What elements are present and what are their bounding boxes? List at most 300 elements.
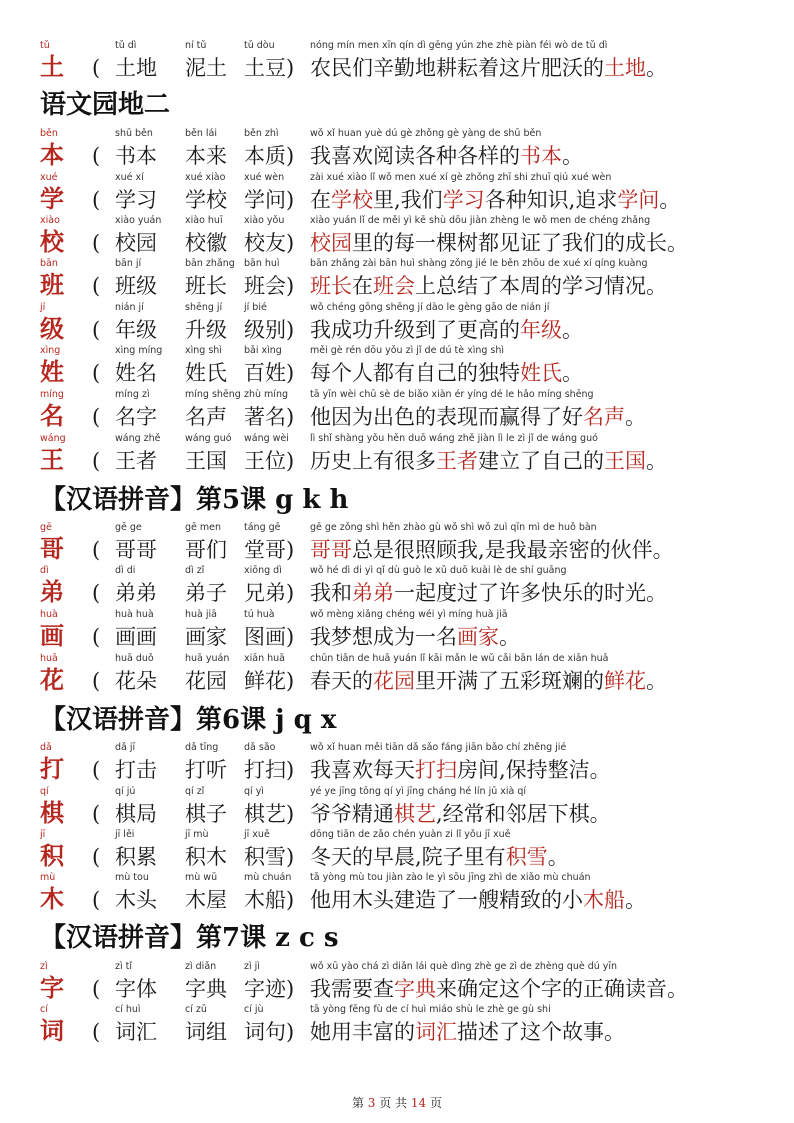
word-pinyin: gē men: [185, 522, 222, 533]
sentence-pinyin: wǒ mèng xiǎng chéng wéi yì míng huà jiā: [310, 609, 508, 620]
vocab-word: [115, 228, 157, 258]
sentence-segment: 。: [562, 361, 583, 385]
word-char: 汇: [136, 1020, 157, 1044]
open-paren: (: [92, 188, 101, 212]
word-char: 问: [265, 188, 286, 212]
word-pinyin: shū běn: [115, 128, 153, 139]
sentence-segment: 我喜欢阅读各种各样的: [310, 144, 520, 168]
word-char: 木: [185, 888, 206, 912]
section-heading: 【汉语拼音】第7课 z c s: [40, 923, 339, 953]
vocab-word: [244, 1017, 294, 1047]
sentence-segment: 。: [659, 188, 681, 212]
word-char: 图: [244, 625, 265, 649]
word-char: 班: [244, 274, 265, 298]
close-paren: ): [286, 1020, 295, 1044]
main-character: 土: [40, 52, 64, 81]
word-char: 级: [244, 318, 265, 342]
char-pinyin: mù: [40, 872, 56, 883]
word-pinyin: táng gē: [244, 522, 281, 533]
sentence-segment: 打扫: [415, 758, 457, 782]
character-entry: [0, 653, 794, 697]
word-char: 积: [185, 845, 206, 869]
word-char: 质: [265, 144, 286, 168]
section-heading: 【汉语拼音】第5课 g k h: [40, 485, 349, 515]
sentence-segment: 书本: [520, 144, 562, 168]
word-char: 名: [115, 405, 136, 429]
open-paren: (: [92, 758, 101, 782]
word-char: 哥: [185, 538, 206, 562]
open-paren: (: [92, 581, 101, 605]
word-char: 屋: [206, 888, 227, 912]
word-pinyin: bǎi xìng: [244, 345, 282, 356]
word-pinyin: zhù míng: [244, 389, 288, 400]
sentence-segment: 字典: [394, 977, 436, 1001]
word-pinyin: tǔ dì: [115, 40, 137, 51]
word-char: 弟: [115, 581, 136, 605]
word-char: 击: [136, 758, 157, 782]
word-pinyin: dì zǐ: [185, 565, 205, 576]
word-char: 校: [185, 231, 206, 255]
char-pinyin: qí: [40, 786, 49, 797]
word-char: 本: [244, 144, 265, 168]
sentence-segment: 房间,保持整洁。: [457, 758, 611, 782]
sentence-segment: 他用木头建造了一艘精致的小: [310, 888, 583, 912]
sentence-pinyin: wǒ xǐ huan yuè dú gè zhǒng gè yàng de shū běn: [310, 128, 542, 139]
word-char: 级: [136, 318, 157, 342]
sentence-segment: 一起度过了许多快乐的时光。: [394, 581, 667, 605]
word-char: 累: [136, 845, 157, 869]
word-char: 字: [136, 405, 157, 429]
vocab-word: [185, 666, 227, 696]
vocab-word: [185, 622, 227, 652]
vocab-word: [244, 141, 294, 171]
section-heading: 语文园地二: [40, 90, 171, 120]
vocab-word: [244, 53, 294, 83]
word-pinyin: shēng jí: [185, 302, 223, 313]
vocab-word: [244, 799, 294, 829]
word-pinyin: huà jiā: [185, 609, 217, 620]
close-paren: ): [286, 188, 295, 212]
sentence-pinyin: wǒ hé dì di yì qǐ dù guò le xǔ duō kuài lè de shí guāng: [310, 565, 567, 576]
sentence-segment: 里开满了五彩斑斓的: [415, 669, 604, 693]
main-character: 画: [40, 621, 64, 650]
example-sentence: [310, 535, 674, 565]
sentence-segment: 学习: [442, 188, 485, 212]
word-char: 国: [206, 449, 227, 473]
word-char: 名: [136, 361, 157, 385]
word-pinyin: míng shēng: [185, 389, 241, 400]
character-entry: [0, 40, 794, 84]
word-char: 字: [244, 977, 265, 1001]
word-char: 打: [185, 758, 206, 782]
vocab-word: [185, 578, 227, 608]
main-character: 姓: [40, 357, 64, 386]
sentence-segment: 鲜花: [604, 669, 646, 693]
word-char: 听: [206, 758, 227, 782]
vocab-word: [115, 622, 157, 652]
sentence-segment: 王者: [436, 449, 478, 473]
word-pinyin: dǎ jī: [115, 742, 136, 753]
vocab-word: [244, 271, 294, 301]
word-char: 们: [206, 538, 227, 562]
vocab-word: [115, 358, 157, 388]
word-char: 朵: [136, 669, 157, 693]
character-entry: [0, 345, 794, 389]
main-character: 弟: [40, 577, 64, 606]
word-pinyin: xìng shì: [185, 345, 222, 356]
word-char: 班: [185, 274, 206, 298]
close-paren: ): [286, 538, 295, 562]
open-paren: (: [92, 361, 101, 385]
word-char: 画: [265, 625, 286, 649]
word-char: 王: [115, 449, 136, 473]
word-char: 土: [115, 56, 136, 80]
word-char: 泥: [185, 56, 206, 80]
word-char: 名: [185, 405, 206, 429]
word-char: 扫: [265, 758, 286, 782]
vocab-word: [185, 1017, 227, 1047]
sentence-segment: 姓氏: [520, 361, 562, 385]
word-pinyin: jī xuě: [244, 829, 270, 840]
word-pinyin: gē ge: [115, 522, 142, 533]
sentence-pinyin: měi gè rén dōu yǒu zì jǐ de dú tè xìng shì: [310, 345, 505, 356]
word-char: 名: [265, 405, 286, 429]
word-char: 本: [136, 144, 157, 168]
close-paren: ): [286, 758, 295, 782]
word-pinyin: cí zǔ: [185, 1004, 207, 1015]
sentence-segment: ,经常和邻居下棋。: [436, 802, 611, 826]
close-paren: ): [286, 845, 295, 869]
sentence-segment: 我成功升级到了更高的: [310, 318, 520, 342]
word-pinyin: xué xí: [115, 172, 144, 183]
word-char: 词: [115, 1020, 136, 1044]
word-char: 棋: [115, 802, 136, 826]
example-sentence: [310, 402, 646, 432]
word-pinyin: dì di: [115, 565, 136, 576]
sentence-segment: 王国: [604, 449, 646, 473]
close-paren: ): [286, 405, 295, 429]
word-pinyin: jī mù: [185, 829, 209, 840]
sentence-segment: 。: [499, 625, 520, 649]
word-pinyin: xiān huā: [244, 653, 285, 664]
word-char: 词: [185, 1020, 206, 1044]
vocab-word: [115, 535, 157, 565]
word-pinyin: xué wèn: [244, 172, 285, 183]
word-char: 局: [136, 802, 157, 826]
example-sentence: [310, 842, 569, 872]
vocab-word: [115, 974, 157, 1004]
word-char: 位: [265, 449, 286, 473]
word-char: 画: [136, 625, 157, 649]
word-char: 弟: [136, 581, 157, 605]
character-entry: [0, 872, 794, 916]
open-paren: (: [92, 538, 101, 562]
vocab-word: [115, 446, 157, 476]
example-sentence: [310, 622, 520, 652]
word-pinyin: bān huì: [244, 258, 280, 269]
word-char: 迹: [265, 977, 286, 1001]
open-paren: (: [92, 56, 101, 80]
vocab-word: [244, 228, 294, 258]
open-paren: (: [92, 144, 101, 168]
word-char: 书: [115, 144, 136, 168]
char-pinyin: běn: [40, 128, 58, 139]
open-paren: (: [92, 625, 101, 649]
word-char: 积: [244, 845, 265, 869]
word-pinyin: jī lěi: [115, 829, 135, 840]
character-entry: [0, 215, 794, 259]
character-entry: [0, 961, 794, 1005]
character-entry: [0, 433, 794, 477]
vocab-word: [115, 755, 157, 785]
char-pinyin: míng: [40, 389, 64, 400]
character-entry: [0, 742, 794, 786]
char-pinyin: huā: [40, 653, 58, 664]
word-pinyin: qí jú: [115, 786, 136, 797]
word-char: 木: [244, 888, 265, 912]
main-character: 积: [40, 841, 64, 870]
sentence-segment: 农民们辛勤地耕耘着这片肥沃的: [310, 56, 604, 80]
word-char: 积: [115, 845, 136, 869]
main-character: 学: [40, 184, 64, 213]
sentence-segment: 冬天的早晨,院子里有: [310, 845, 506, 869]
character-entry: [0, 786, 794, 830]
char-pinyin: xiào: [40, 215, 60, 226]
vocab-word: [244, 622, 294, 652]
word-pinyin: xué xiào: [185, 172, 226, 183]
word-char: 木: [206, 845, 227, 869]
sentence-segment: 他因为出色的表现而赢得了好: [310, 405, 583, 429]
footer-suffix: 页: [430, 1096, 443, 1110]
char-pinyin: xué: [40, 172, 58, 183]
sentence-segment: 。: [562, 144, 583, 168]
example-sentence: [310, 141, 583, 171]
sentence-segment: 在: [310, 188, 331, 212]
sentence-segment: 上总结了本周的学习情况。: [415, 274, 667, 298]
example-sentence: [310, 315, 583, 345]
sentence-segment: 我需要查: [310, 977, 394, 1001]
sentence-segment: 棋艺: [394, 802, 436, 826]
sentence-segment: 来确定这个字的正确读音。: [436, 977, 688, 1001]
sentence-segment: 。: [646, 669, 667, 693]
sentence-pinyin: zài xué xiào lǐ wǒ men xué xí gè zhǒng zhī shi zhuī qiú xué wèn: [310, 172, 612, 183]
sentence-pinyin: wǒ xū yào chá zì diǎn lái què dìng zhè ge zì de zhèng què dú yīn: [310, 961, 618, 972]
vocab-word: [115, 578, 157, 608]
word-pinyin: mù wū: [185, 872, 218, 883]
sentence-segment: 班会: [373, 274, 415, 298]
character-entry: [0, 609, 794, 653]
sentence-segment: 里,我们: [373, 188, 443, 212]
word-char: 园: [136, 231, 157, 255]
vocab-word: [244, 446, 294, 476]
word-pinyin: wáng wèi: [244, 433, 289, 444]
vocab-word: [185, 402, 227, 432]
sentence-segment: 总是很照顾我,是我最亲密的伙伴。: [352, 538, 674, 562]
word-char: 土: [206, 56, 227, 80]
word-char: 土: [244, 56, 265, 80]
word-char: 字: [115, 977, 136, 1001]
word-char: 班: [115, 274, 136, 298]
word-pinyin: míng zì: [115, 389, 150, 400]
vocab-word: [185, 535, 227, 565]
word-char: 词: [244, 1020, 265, 1044]
word-char: 字: [185, 977, 206, 1001]
char-pinyin: cí: [40, 1004, 48, 1015]
vocab-word: [115, 402, 157, 432]
character-entry: [0, 389, 794, 433]
word-char: 姓: [265, 361, 286, 385]
sentence-segment: 描述了这个故事。: [457, 1020, 625, 1044]
example-sentence: [310, 578, 667, 608]
sentence-pinyin: gē ge zǒng shì hěn zhào gù wǒ shì wǒ zuì qīn mì de huǒ bàn: [310, 522, 597, 533]
character-entry: [0, 302, 794, 346]
sentence-segment: 。: [646, 449, 667, 473]
vocab-word: [185, 271, 227, 301]
close-paren: ): [286, 231, 295, 255]
char-pinyin: xìng: [40, 345, 61, 356]
open-paren: (: [92, 274, 101, 298]
character-entry: [0, 128, 794, 172]
word-char: 哥: [115, 538, 136, 562]
close-paren: ): [286, 669, 295, 693]
vocab-word: [185, 446, 227, 476]
example-sentence: [310, 885, 646, 915]
word-pinyin: huā yuán: [185, 653, 230, 664]
word-char: 地: [136, 56, 157, 80]
char-pinyin: jī: [40, 829, 46, 840]
word-char: 弟: [265, 581, 286, 605]
sentence-pinyin: wǒ xǐ huan měi tiān dǎ sǎo fáng jiān bǎo chí zhěng jié: [310, 742, 567, 753]
example-sentence: [310, 446, 667, 476]
close-paren: ): [286, 274, 295, 298]
word-char: 棋: [244, 802, 265, 826]
sentence-segment: 建立了自己的: [478, 449, 604, 473]
example-sentence: [310, 358, 583, 388]
word-pinyin: bān zhǎng: [185, 258, 235, 269]
vocab-word: [115, 315, 157, 345]
main-character: 班: [40, 270, 64, 299]
vocab-word: [115, 885, 157, 915]
sentence-pinyin: lì shǐ shàng yǒu hěn duō wáng zhě jiàn lì le zì jǐ de wáng guó: [310, 433, 598, 444]
word-pinyin: zì diǎn: [185, 961, 217, 972]
word-char: 级: [136, 274, 157, 298]
vocab-word: [185, 185, 227, 215]
main-character: 本: [40, 140, 64, 169]
word-pinyin: dǎ tīng: [185, 742, 219, 753]
word-char: 本: [185, 144, 206, 168]
word-pinyin: wáng guó: [185, 433, 232, 444]
sentence-segment: 学校: [331, 188, 373, 212]
word-pinyin: tǔ dòu: [244, 40, 275, 51]
word-char: 校: [244, 231, 265, 255]
word-char: 姓: [185, 361, 206, 385]
open-paren: (: [92, 449, 101, 473]
word-char: 徽: [206, 231, 227, 255]
sentence-pinyin: nóng mín men xīn qín dì gēng yún zhe zhè piàn féi wò de tǔ dì: [310, 40, 608, 51]
sentence-segment: 。: [562, 318, 583, 342]
char-pinyin: bān: [40, 258, 58, 269]
sentence-segment: 各种知识,追求: [484, 188, 618, 212]
close-paren: ): [286, 977, 295, 1001]
character-entry: [0, 829, 794, 873]
sentence-segment: 学问: [617, 188, 660, 212]
vocab-word: [244, 535, 294, 565]
word-char: 兄: [244, 581, 265, 605]
main-character: 棋: [40, 798, 64, 827]
example-sentence: [310, 755, 611, 785]
main-character: 花: [40, 665, 64, 694]
vocab-word: [244, 358, 294, 388]
vocab-word: [185, 974, 227, 1004]
close-paren: ): [286, 361, 295, 385]
sentence-segment: 土地: [604, 56, 646, 80]
sentence-pinyin: xiào yuán lǐ de měi yì kē shù dōu jiàn zhèng le wǒ men de chéng zhǎng: [310, 215, 651, 226]
word-pinyin: huā duǒ: [115, 653, 154, 664]
sentence-segment: 我梦想成为一名: [310, 625, 457, 649]
word-char: 鲜: [244, 669, 265, 693]
word-char: 园: [206, 669, 227, 693]
vocab-word: [185, 141, 227, 171]
word-pinyin: xiào yǒu: [244, 215, 285, 226]
word-char: 打: [244, 758, 265, 782]
word-char: 家: [206, 625, 227, 649]
word-char: 弟: [185, 581, 206, 605]
character-entry: [0, 172, 794, 216]
word-char: 年: [115, 318, 136, 342]
sentence-segment: 我和: [310, 581, 352, 605]
close-paren: ): [286, 581, 295, 605]
open-paren: (: [92, 231, 101, 255]
open-paren: (: [92, 318, 101, 342]
char-pinyin: huà: [40, 609, 58, 620]
sentence-segment: 。: [646, 56, 667, 80]
footer-prefix: 第: [351, 1096, 364, 1110]
vocab-word: [244, 402, 294, 432]
word-char: 棋: [185, 802, 206, 826]
word-char: 王: [244, 449, 265, 473]
footer-total-pages: 14: [410, 1096, 427, 1110]
sentence-segment: 。: [547, 845, 569, 869]
sentence-segment: 木船: [583, 888, 625, 912]
example-sentence: [310, 1017, 625, 1047]
footer-current-page: 3: [367, 1096, 376, 1110]
vocab-word: [185, 358, 227, 388]
sentence-segment: 词汇: [415, 1020, 457, 1044]
word-char: 子: [206, 581, 227, 605]
word-pinyin: wáng zhě: [115, 433, 161, 444]
sentence-segment: 。: [625, 405, 646, 429]
close-paren: ): [286, 318, 295, 342]
word-char: 会: [265, 274, 286, 298]
word-char: 打: [115, 758, 136, 782]
vocab-word: [244, 885, 294, 915]
vocab-word: [115, 141, 157, 171]
sentence-segment: 我喜欢每天: [310, 758, 415, 782]
word-char: 级: [206, 318, 227, 342]
footer-mid: 页 共: [379, 1096, 408, 1110]
sentence-segment: 历史上有很多: [310, 449, 436, 473]
sentence-pinyin: dōng tiān de zǎo chén yuàn zi lǐ yǒu jī xuě: [310, 829, 511, 840]
word-pinyin: jí bié: [244, 302, 267, 313]
sentence-pinyin: tā yòng fēng fù de cí huì miáo shù le zhè ge gù shi: [310, 1004, 551, 1015]
char-pinyin: wáng: [40, 433, 66, 444]
vocab-word: [115, 271, 157, 301]
word-char: 别: [265, 318, 286, 342]
word-char: 声: [206, 405, 227, 429]
word-char: 花: [115, 669, 136, 693]
word-char: 来: [206, 144, 227, 168]
word-char: 组: [206, 1020, 227, 1044]
